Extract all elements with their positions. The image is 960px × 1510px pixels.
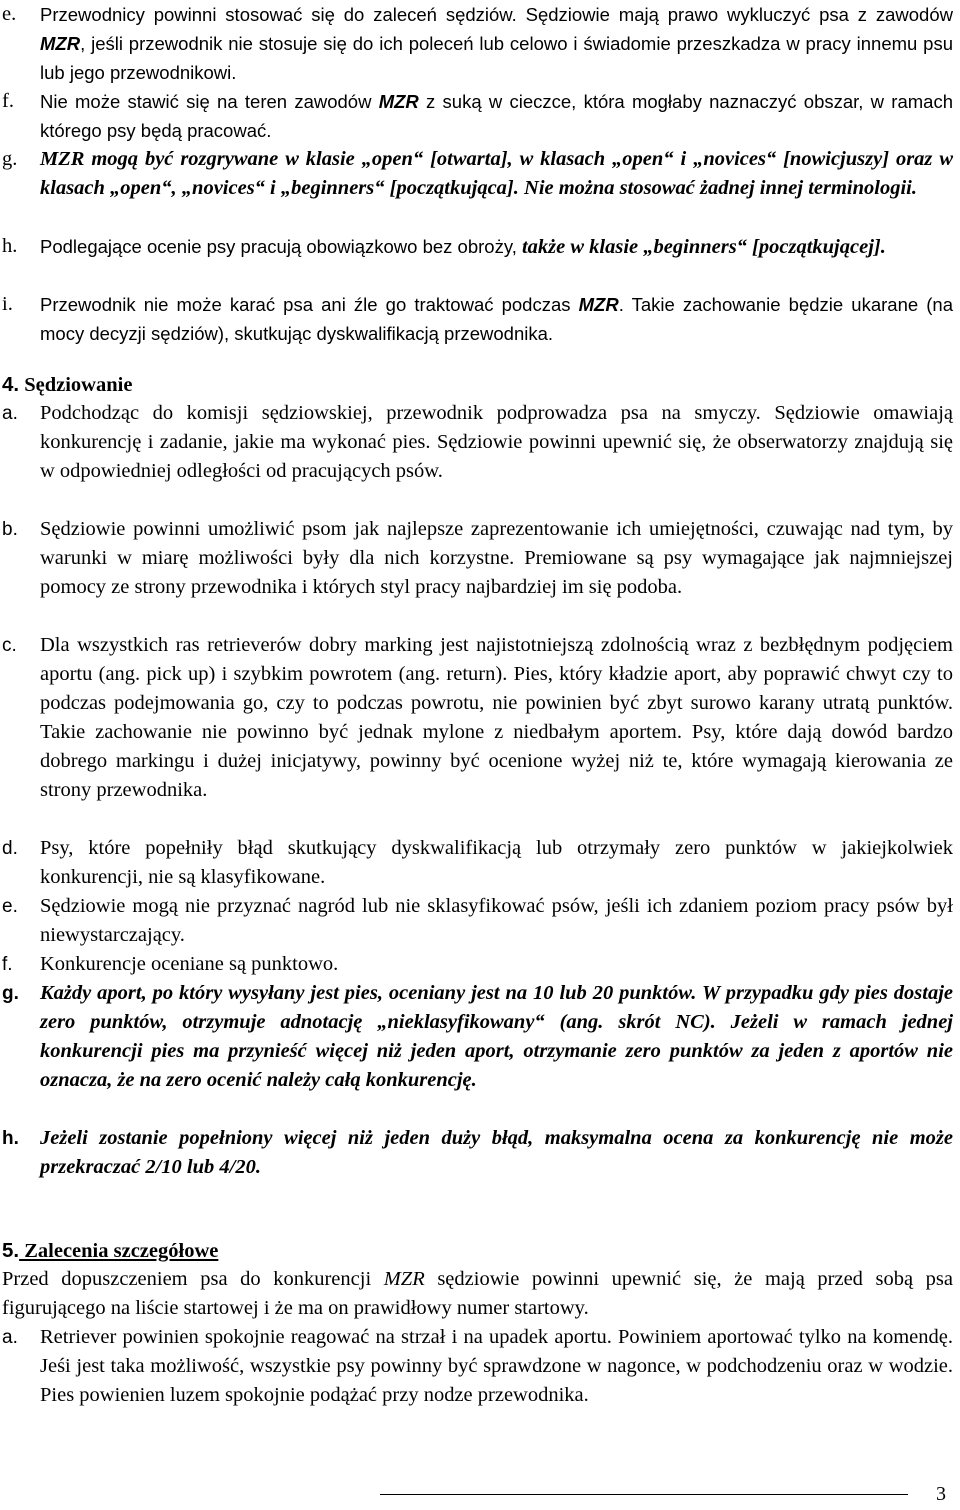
item-5a-text: Retriever powinien spokojnie reagować na strzał i na upadek aportu. Powiniem aportować tylko na komendę. Jeśi jest taka możliwość, wszystkie psy powinny być sprawdzone w nagonce, w podchodzeniu oraz w wodzie. Pies powienien luzem spokojnie podążać przy nodze przewodnika.	[40, 1326, 953, 1406]
item-letter-h: h.	[2, 235, 18, 257]
item-letter-4c: c.	[2, 635, 17, 656]
item-g-text: MZR mogą być rozgrywane w klasie „open“ [otwarta], w klasach „open“ i „novices“ [nowicjuszy] oraz w klasach „open“, „novices“ i „beginners“ [początkująca]. Nie można stosować żadnej innej terminologii.	[40, 148, 953, 199]
footer-rule	[380, 1494, 908, 1495]
page-number: 3	[936, 1483, 946, 1505]
item-4e-text: Sędziowie mogą nie przyznać nagród lub nie sklasyfikować psów, jeśli ich zdaniem poziom pracy psów był niewystarczający.	[40, 895, 953, 946]
item-i-part1: Przewodnik nie może karać psa ani źle go traktować podczas	[40, 294, 579, 315]
item-h-text	[40, 232, 953, 262]
item-letter-4f: f.	[2, 954, 13, 975]
item-letter-i: i.	[2, 293, 13, 315]
item-4b-text: Sędziowie powinni umożliwić psom jak najlepsze zaprezentowanie ich umiejętności, czuwając nad tym, by warunki w miarę możliwości były dla nich korzystne. Premiowane są psy wymagające jak najmniejszej pomocy ze strony przewodnika i których styl pracy najbardziej im się podoba.	[40, 518, 953, 598]
item-4d-text: Psy, które popełniły błąd skutkujący dyskwalifikacją lub otrzymały zero punktów w jakiejkolwiek konkurencji, nie są klasyfikowane.	[40, 837, 953, 888]
item-e-part2: , jeśli przewodnik nie stosuje się do ich poleceń lub celowo i świadomie przeszkadza w pracy innemu psu lub jego przewodnikowi.	[40, 33, 953, 83]
section-5-intro	[2, 1265, 953, 1323]
item-letter-4g: g.	[2, 983, 19, 1004]
item-letter-f: f.	[2, 90, 14, 112]
item-e-part1: Przewodnicy powinni stosować się do zaleceń sędziów. Sędziowie mają prawo wykluczyć psa z zawodów	[40, 4, 953, 25]
section-4-title: Sędziowanie	[19, 374, 133, 396]
section-5-title: Zalecenia szczegółowe	[19, 1240, 219, 1262]
item-h-part1: Podlegające ocenie psy pracują obowiązkowo bez obroży,	[40, 236, 522, 257]
item-f-part2: z suką w cieczce, która mogłaby naznaczyć obszar, w ramach którego psy będą pracować.	[40, 91, 953, 141]
item-e-text	[40, 0, 953, 87]
section-5-intro-part2: sędziowie powinni upewnić się, że mają przed sobą psa figurującego na liście startowej i że ma on prawidłowy numer startowy.	[2, 1268, 954, 1319]
item-letter-4h: h.	[2, 1128, 19, 1149]
item-letter-4d: d.	[2, 838, 18, 859]
item-letter-4b: b.	[2, 519, 18, 540]
mzr-term: MZR	[40, 33, 81, 54]
mzr-term: MZR	[378, 91, 419, 112]
mzr-term: MZR	[383, 1268, 425, 1290]
item-f-text	[40, 87, 953, 145]
item-letter-g: g.	[2, 148, 18, 170]
item-letter-e: e.	[2, 3, 17, 25]
section-5-intro-part1: Przed dopuszczeniem psa do konkurencji	[2, 1268, 384, 1290]
section-4-heading	[2, 370, 132, 400]
item-letter-4a: a.	[2, 403, 18, 424]
item-i-text	[40, 290, 953, 348]
section-5-number: 5.	[2, 1239, 20, 1262]
item-4c-text: Dla wszystkich ras retrieverów dobry marking jest najistotniejszą zdolnością wraz z bezbłędnym podjęciem aportu (ang. pick up) i szybkim powrotem (ang. return). Pies, który kładzie aport, aby poprawić chwyt czy to podczas podejmowania go, czy to podczas powrotu, nie powinien być zbyt surowo karany utratą punktów. Takie zachowanie nie powinno być jednak mylone z niedbałym aportem. Psy, które dają dowód bardzo dobrego markingu i dużej inicjatywy, powinny być ocenione wyżej niż te, które wymagają kierowania ze strony przewodnika.	[40, 634, 953, 801]
item-f-part1: Nie może stawić się na teren zawodów	[40, 91, 379, 112]
item-i-part2: . Takie zachowanie będzie ukarane (na mocy decyzji sędziów), skutkując dyskwalifikacją przewodnika.	[40, 294, 953, 344]
item-letter-4e: e.	[2, 896, 18, 917]
item-4a-text: Podchodząc do komisji sędziowskiej, przewodnik podprowadza psa na smyczy. Sędziowie omawiają konkurencję i zadanie, jakie ma wykonać pies. Sędziowie powinni upewnić się, że obserwatorzy znajdują się w odpowiedniej odległości od pracujących psów.	[40, 402, 953, 482]
item-4f-text: Konkurencje oceniane są punktowo.	[40, 953, 339, 975]
item-4g-text: Każdy aport, po który wysyłany jest pies, oceniany jest na 10 lub 20 punktów. W przypadku gdy pies dostaje zero punktów, otrzymuje adnotację „nieklasyfikowany“ (ang. skrót NC). Jeżeli w ramach jednej konkurencji pies ma przynieść więcej niż jeden aport, otrzymanie zero punktów za jeden z aportów nie oznacza, że na zero ocenić należy całą konkurencję.	[40, 982, 953, 1091]
item-4h-text: Jeżeli zostanie popełniony więcej niż jeden duży błąd, maksymalna ocena za konkurencję nie może przekraczać 2/10 lub 4/20.	[40, 1127, 953, 1178]
item-h-part2: także w klasie „beginners“ [początkującej].	[521, 236, 886, 258]
item-letter-5a: a.	[2, 1327, 18, 1348]
mzr-term: MZR	[578, 294, 619, 315]
section-5-heading	[2, 1236, 218, 1266]
section-4-number: 4.	[2, 373, 20, 396]
